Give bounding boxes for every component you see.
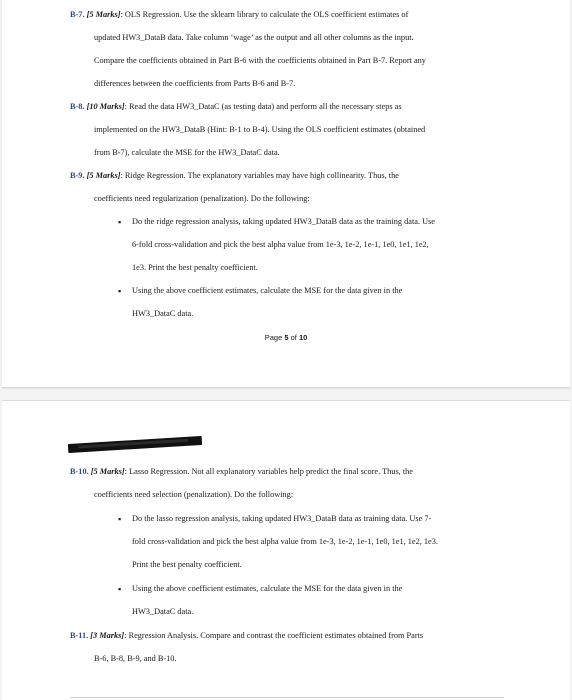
page-divider — [70, 697, 504, 698]
question-b8-line-1 — [70, 102, 402, 112]
question-text: : OLS Regression. Use the sklearn library to calculate the OLS coefficient estimates of — [120, 10, 409, 19]
page-number-middle: of — [288, 333, 299, 342]
question-b10-line-2: coefficients need selection (penalization). Do the following: — [94, 490, 294, 499]
page-number-total: 10 — [298, 333, 308, 342]
document-page-6 — [2, 400, 570, 700]
redacted-heading-mark — [68, 436, 202, 453]
question-b7-line-4: differences between the coefficients from Parts B-6 and B-7. — [94, 79, 296, 88]
question-b10-bullet-2-line-2: HW3_DataC data. — [132, 607, 194, 616]
question-b10-bullet-1-line-3: Print the best penalty coefficient. — [132, 560, 242, 569]
question-label: B-11. — [70, 631, 89, 640]
question-text: : Regression Analysis. Compare and contrast the coefficient estimates obtained from Parts — [124, 631, 424, 640]
marks-label: [5 Marks] — [86, 171, 121, 180]
question-b10-line-1 — [70, 467, 413, 477]
question-b9-bullet-1-line-3: 1e3. Print the best penalty coefficient. — [132, 263, 258, 272]
marks-label: [5 Marks] — [90, 467, 125, 476]
question-b9-line-2: coefficients need regularization (penalization). Do the following: — [94, 194, 310, 203]
page-number-current: 5 — [284, 333, 289, 342]
bullet-icon: ▪ — [118, 217, 122, 227]
question-b11-line-1 — [70, 631, 423, 641]
question-b9-bullet-1-line-1: Do the ridge regression analysis, taking updated HW3_DataB data as the training data. Use — [132, 217, 435, 226]
question-b11-line-2: B-6, B-8, B-9, and B-10. — [94, 654, 177, 663]
question-b10-bullet-1-line-2: fold cross-validation and pick the best alpha value from 1e-3, 1e-2, 1e-1, 1e0, 1e1, 1e2, 1e3. — [132, 537, 438, 546]
marks-label: [10 Marks] — [86, 102, 125, 111]
question-b10-bullet-1-line-1: Do the lasso regression analysis, taking updated HW3_DataB data as training data. Use 7- — [132, 514, 432, 523]
question-b9-line-1 — [70, 171, 399, 181]
page-number — [2, 333, 570, 342]
question-b9-bullet-2-line-2: HW3_DataC data. — [132, 309, 194, 318]
bullet-icon: ▪ — [118, 584, 122, 594]
question-b7-line-2: updated HW3_DataB data. Take column ‘wage’ as the output and all other columns as the input. — [94, 33, 414, 42]
question-b7-line-1 — [70, 10, 408, 20]
question-label: B-8. — [70, 102, 85, 111]
question-text: : Read the data HW3_DataC (as testing data) and perform all the necessary steps as — [124, 102, 402, 111]
question-label: B-7. — [70, 10, 85, 19]
question-b8-line-2: implemented on the HW3_DataB (Hint: B-1 to B-4). Using the OLS coefficient estimates (obtained — [94, 125, 426, 134]
bullet-icon: ▪ — [118, 514, 122, 524]
marks-label: [3 Marks] — [90, 631, 125, 640]
marks-label: [5 Marks] — [86, 10, 121, 19]
document-page-5 — [2, 0, 570, 388]
question-b9-bullet-1-line-2: 6-fold cross-validation and pick the best alpha value from 1e-3, 1e-2, 1e-1, 1e0, 1e1, 1e2, — [132, 240, 429, 249]
question-b10-bullet-2-line-1: Using the above coefficient estimates, calculate the MSE for the data given in the — [132, 584, 403, 593]
question-b9-bullet-2-line-1: Using the above coefficient estimates, calculate the MSE for the data given in the — [132, 286, 403, 295]
question-text: : Lasso Regression. Not all explanatory variables help predict the final score. Thus, the — [124, 467, 413, 476]
question-text: : Ridge Regression. The explanatory variables may have high collinearity. Thus, the — [120, 171, 399, 180]
question-b7-line-3: Compare the coefficients obtained in Part B-6 with the coefficients obtained in Part B-7. Report any — [94, 56, 426, 65]
question-label: B-10. — [70, 467, 89, 476]
question-b8-line-3: from B-7), calculate the MSE for the HW3_DataC data. — [94, 148, 280, 157]
question-label: B-9. — [70, 171, 85, 180]
page-number-prefix: Page — [264, 333, 285, 342]
bullet-icon: ▪ — [118, 286, 122, 296]
